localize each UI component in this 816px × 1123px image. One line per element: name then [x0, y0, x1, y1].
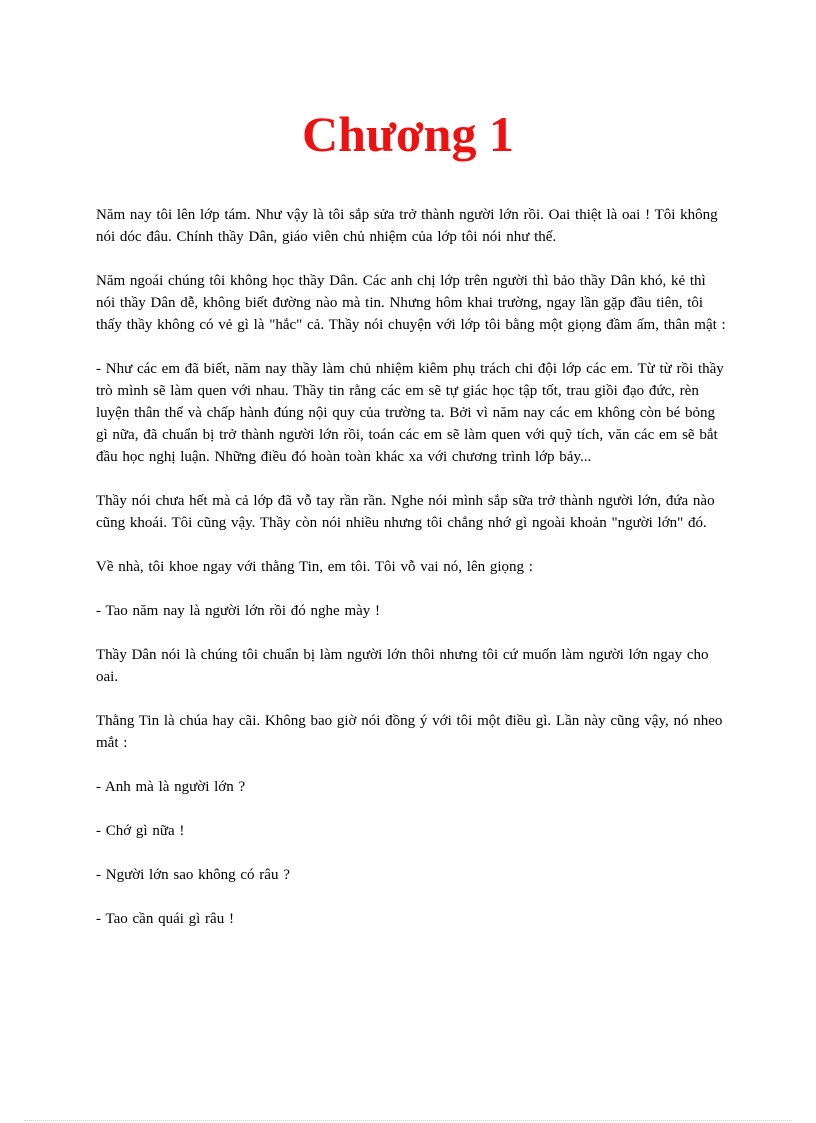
paragraph-4: Thầy nói chưa hết mà cả lớp đã vỗ tay rần rần. Nghe nói mình sắp sữa trở thành người lớn, đứa nào cũng khoái. Tôi cũng vậy. Thầy còn nói nhiều nhưng tôi chẳng nhớ gì ngoài khoản "người lớn" đó. [96, 493, 715, 531]
page-bottom-divider [24, 1120, 792, 1121]
chapter-title: Chương 1 [302, 106, 514, 162]
dialogue-line-5: - Tao cần quái gì râu ! [96, 911, 234, 927]
dialogue-line-3: - Chớ gì nữa ! [96, 823, 185, 839]
paragraph-5: Về nhà, tôi khoe ngay với thằng Tin, em tôi. Tôi vỗ vai nó, lên giọng : [96, 559, 533, 575]
paragraph-6: Thầy Dân nói là chúng tôi chuẩn bị làm người lớn thôi nhưng tôi cứ muốn làm người lớn ngay cho oai. [96, 647, 709, 685]
paragraph-7: Thằng Tin là chúa hay cãi. Không bao giờ nói đồng ý với tôi một điều gì. Lần này cũng vậy, nó nheo mắt : [96, 713, 723, 751]
dialogue-line-4: - Người lớn sao không có râu ? [96, 867, 290, 883]
paragraph-3: - Như các em đã biết, năm nay thầy làm chủ nhiệm kiêm phụ trách chi đội lớp các em. Từ từ rồi thầy trò mình sẽ làm quen với nhau. Thầy tin rằng các em sẽ tự giác học tập tốt, trau giồi đạo đức, rèn luyện thân thể và chấp hành đúng nội quy của trường ta. Bởi vì năm nay các em không còn bé bỏng gì nữa, đã chuẩn bị trở thành người lớn rồi, toán các em sẽ làm quen với quỹ tích, văn các em sẽ bắt đầu học nghị luận. Những điều đó hoàn toàn khác xa với chương trình lớp bảy... [96, 361, 724, 465]
chapter-body [96, 204, 728, 952]
paragraph-1: Năm nay tôi lên lớp tám. Như vậy là tôi sắp sửa trở thành người lớn rồi. Oai thiệt là oai ! Tôi không nói dóc đâu. Chính thầy Dân, giáo viên chủ nhiệm của lớp tôi nói như thế. [96, 207, 718, 245]
dialogue-line-1: - Tao năm nay là người lớn rồi đó nghe mày ! [96, 603, 381, 619]
dialogue-line-2: - Anh mà là người lớn ? [96, 779, 246, 795]
paragraph-2: Năm ngoái chúng tôi không học thầy Dân. Các anh chị lớp trên người thì bảo thầy Dân khó, kẻ thì nói thầy Dân dễ, không biết đường nào mà tin. Nhưng hôm khai trường, ngay lần gặp đầu tiên, tôi thấy thầy không có vẻ gì là "hắc" cả. Thầy nói chuyện với lớp tôi bằng một giọng đầm ấm, thân mật : [96, 273, 726, 333]
